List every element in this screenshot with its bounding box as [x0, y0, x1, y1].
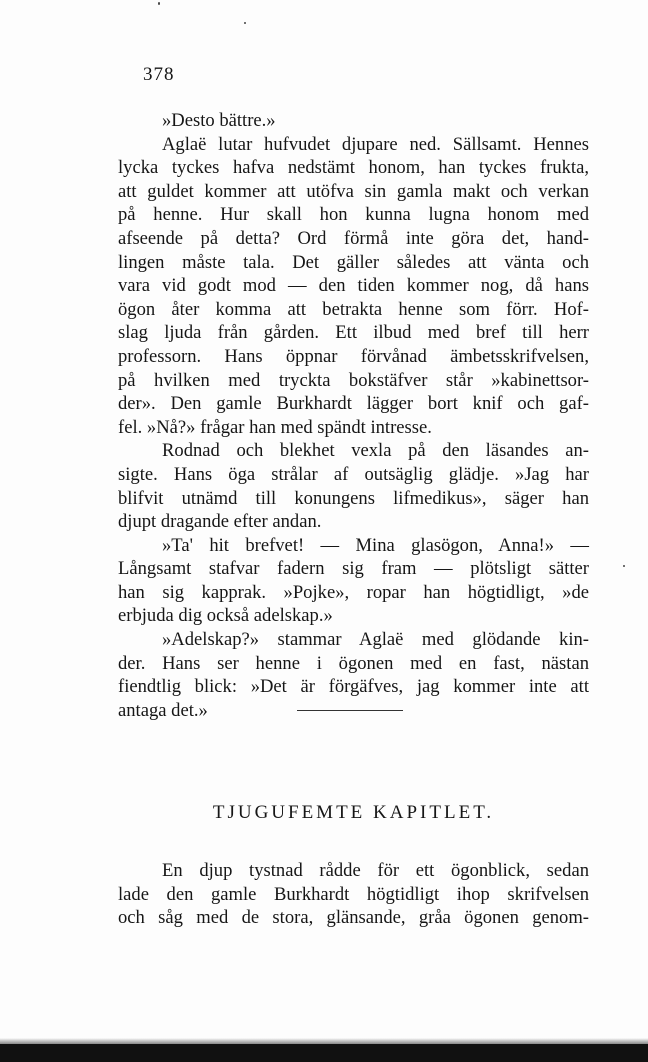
- chapter-heading: TJUGUFEMTE KAPITLET.: [212, 802, 495, 823]
- text-line: lade den gamle Burkhardt högtidligt ihop skrifvelsen: [118, 883, 589, 905]
- text-line: »Adelskap?» stammar Aglaë med glödande kin-: [162, 629, 589, 651]
- text-line: afseende på detta? Ord förmå inte göra det, hand-: [118, 227, 589, 249]
- text-line: lycka tyckes hafva nedstämt honom, han tyckes frukta,: [118, 157, 589, 179]
- section-divider: [297, 710, 403, 711]
- print-speck: [158, 2, 160, 5]
- text-line: En djup tystnad rådde för ett ögonblick, sedan: [162, 860, 589, 881]
- text-line: blifvit utnämd till konungens lifmedikus», säger han: [118, 487, 589, 509]
- text-line: på henne. Hur skall hon kunna lugna honom med: [118, 204, 589, 226]
- text-line: djupt dragande efter andan.: [118, 511, 322, 533]
- text-line: han sig kapprak. »Pojke», ropar han högtidligt, »de: [118, 581, 589, 603]
- text-line: vara vid godt mod — den tiden kommer nog, då hans: [118, 275, 589, 297]
- text-line: och såg med de stora, glänsande, gråa ögonen genom-: [118, 907, 589, 929]
- text-line: der». Den gamle Burkhardt lägger bort knif och gaf-: [118, 393, 589, 415]
- text-line: der. Hans ser henne i ögonen med en fast, nästan: [118, 652, 589, 674]
- text-line: lingen måste tala. Det gäller således att vänta och: [118, 251, 589, 273]
- body-text-continued: [118, 859, 589, 930]
- text-line: erbjuda dig också adelskap.»: [118, 605, 333, 627]
- text-line: att guldet kommer att utöfva sin gamla makt och verkan: [118, 180, 589, 202]
- text-line: professorn. Hans öppnar förvånad ämbetsskrifvelsen,: [118, 345, 589, 367]
- text-line: sigte. Hans öga strålar af outsäglig glädje. »Jag har: [118, 463, 589, 485]
- text-line: Aglaë lutar hufvudet djupare ned. Sällsamt. Hennes: [162, 133, 589, 155]
- print-speck: [623, 565, 625, 567]
- text-line: antaga det.»: [118, 699, 208, 721]
- text-line: »Ta' hit brefvet! — Mina glasögon, Anna!» —: [162, 534, 589, 556]
- text-line: fiendtlig blick: »Det är förgäfves, jag kommer inte att: [118, 676, 589, 698]
- text-line: fel. »Nå?» frågar han med spändt intresse.: [118, 416, 432, 438]
- body-text: [118, 109, 589, 722]
- text-line: ögon åter komma att betrakta henne som förr. Hof-: [118, 298, 589, 320]
- text-line: Långsamt stafvar fadern sig fram — plötsligt sätter: [118, 558, 589, 580]
- page-number: 378: [143, 64, 175, 85]
- text-line: Rodnad och blekhet vexla på den läsandes an-: [162, 440, 589, 462]
- text-line: »Desto bättre.»: [162, 110, 276, 131]
- print-speck: [244, 22, 246, 24]
- text-line: på hvilken med tryckta bokstäfver står »kabinettsor-: [118, 369, 589, 391]
- scan-bottom-edge: [0, 1044, 648, 1062]
- text-line: slag ljuda från gården. Ett ilbud med bref till herr: [118, 322, 589, 344]
